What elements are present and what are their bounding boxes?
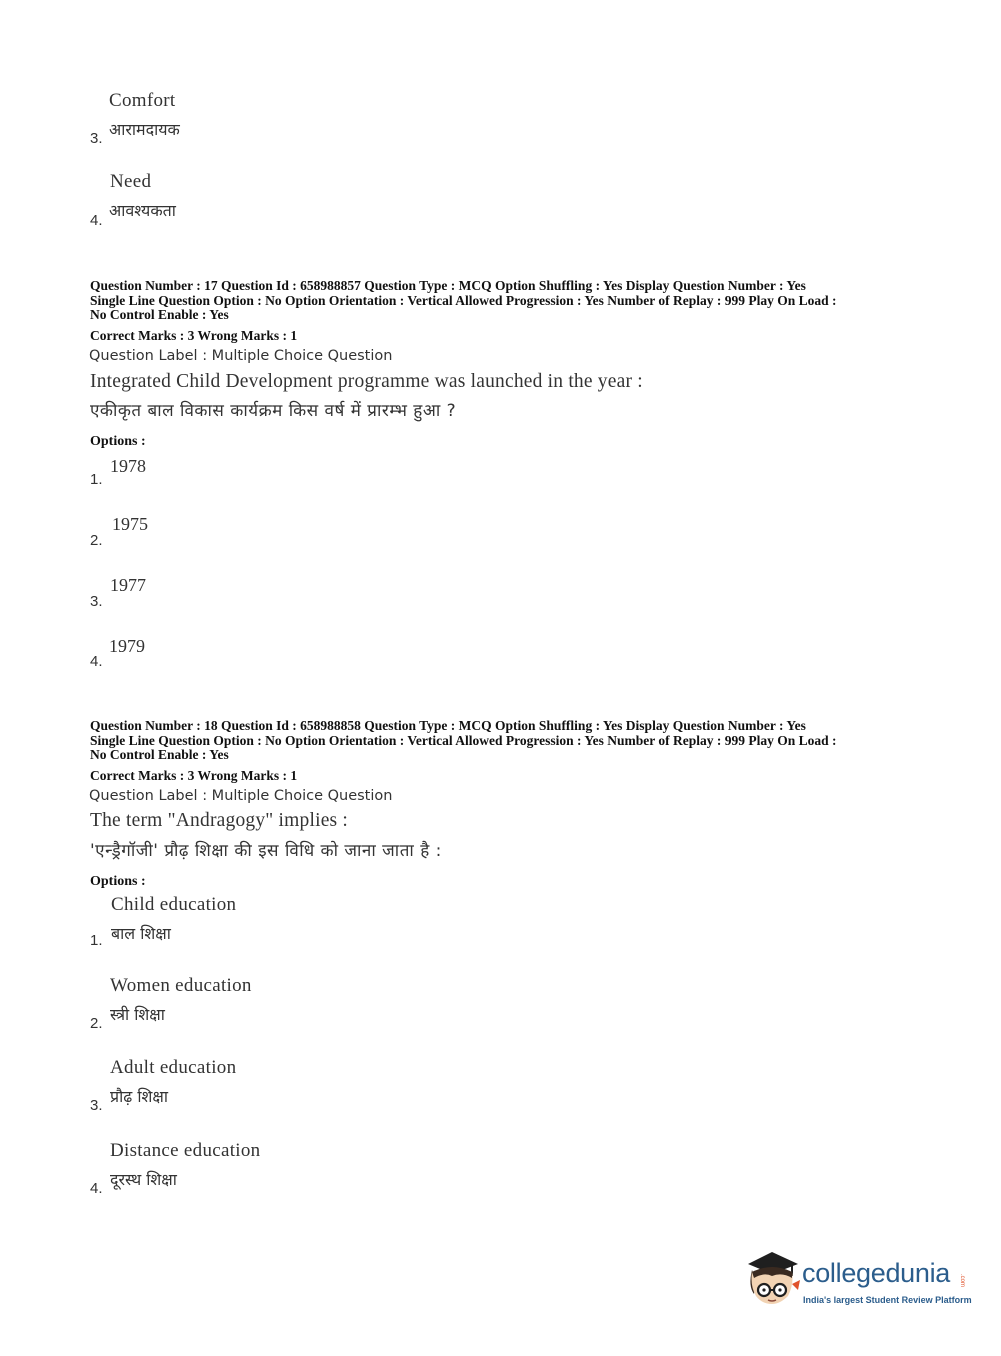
collegedunia-logo xyxy=(742,1250,972,1310)
option-text-hi: स्त्री शिक्षा xyxy=(110,1005,165,1024)
option-number: 1. xyxy=(90,932,103,949)
question-text-hi: एकीकृत बाल विकास कार्यक्रम किस वर्ष में प्रारम्भ हुआ ? xyxy=(90,401,457,421)
option-text-en: Distance education xyxy=(110,1140,261,1161)
option-text-hi: प्रौढ़ शिक्षा xyxy=(110,1087,168,1106)
question-text-hi: 'एन्ड्रैगॉजी' प्रौढ़ शिक्षा की इस विधि को जाना जाता है : xyxy=(90,841,442,861)
option-number: 4. xyxy=(90,653,103,670)
option-text-hi: दूरस्थ शिक्षा xyxy=(110,1170,177,1189)
question-text-en: Integrated Child Development programme was launched in the year : xyxy=(90,371,643,392)
logo-wordmark: collegedunia xyxy=(802,1258,951,1288)
option-value: 1975 xyxy=(112,514,148,534)
option-number: 1. xyxy=(90,471,103,488)
option-text-hi: आरामदायक xyxy=(109,120,180,139)
logo-suffix: .com xyxy=(959,1274,965,1288)
question-marks: Correct Marks : 3 Wrong Marks : 1 xyxy=(90,768,298,783)
option-number: 2. xyxy=(90,532,103,549)
options-heading: Options : xyxy=(90,874,146,889)
question-marks: Correct Marks : 3 Wrong Marks : 1 xyxy=(90,328,298,343)
question-meta-line: Question Number : 18 Question Id : 658988858 Question Type : MCQ Option Shuffling : Yes Display Question Number : Yes xyxy=(90,718,806,733)
question-meta-line: Single Line Question Option : No Option Orientation : Vertical Allowed Progression : Yes Number of Replay : 999 Play On Load : xyxy=(90,293,837,308)
option-value: 1979 xyxy=(109,636,145,656)
question-meta-line: Question Number : 17 Question Id : 658988857 Question Type : MCQ Option Shuffling : Yes Display Question Number : Yes xyxy=(90,278,806,293)
option-text-en: Comfort xyxy=(109,90,176,111)
option-number: 3. xyxy=(90,593,103,610)
option-text-en: Child education xyxy=(111,894,237,915)
question-label: Question Label : Multiple Choice Question xyxy=(89,788,393,804)
question-label: Question Label : Multiple Choice Question xyxy=(89,348,393,364)
option-value: 1977 xyxy=(110,575,146,595)
option-value: 1978 xyxy=(110,456,146,476)
option-text-hi: आवश्यकता xyxy=(109,201,176,220)
option-number: 2. xyxy=(90,1015,103,1032)
student-mascot-icon xyxy=(742,1250,802,1310)
option-text-hi: बाल शिक्षा xyxy=(111,924,171,943)
option-number: 3. xyxy=(90,130,103,147)
question-meta-line: Single Line Question Option : No Option Orientation : Vertical Allowed Progression : Yes Number of Replay : 999 Play On Load : xyxy=(90,733,837,748)
option-text-en: Women education xyxy=(110,975,252,996)
logo-tagline: India's largest Student Review Platform xyxy=(803,1295,972,1305)
option-number: 4. xyxy=(90,212,103,229)
option-number: 3. xyxy=(90,1097,103,1114)
options-heading: Options : xyxy=(90,434,146,449)
question-text-en: The term "Andragogy" implies : xyxy=(90,810,349,831)
option-text-en: Need xyxy=(110,171,152,192)
question-meta-line: No Control Enable : Yes xyxy=(90,307,229,322)
option-text-en: Adult education xyxy=(110,1057,237,1078)
question-meta-line: No Control Enable : Yes xyxy=(90,747,229,762)
option-number: 4. xyxy=(90,1180,103,1197)
